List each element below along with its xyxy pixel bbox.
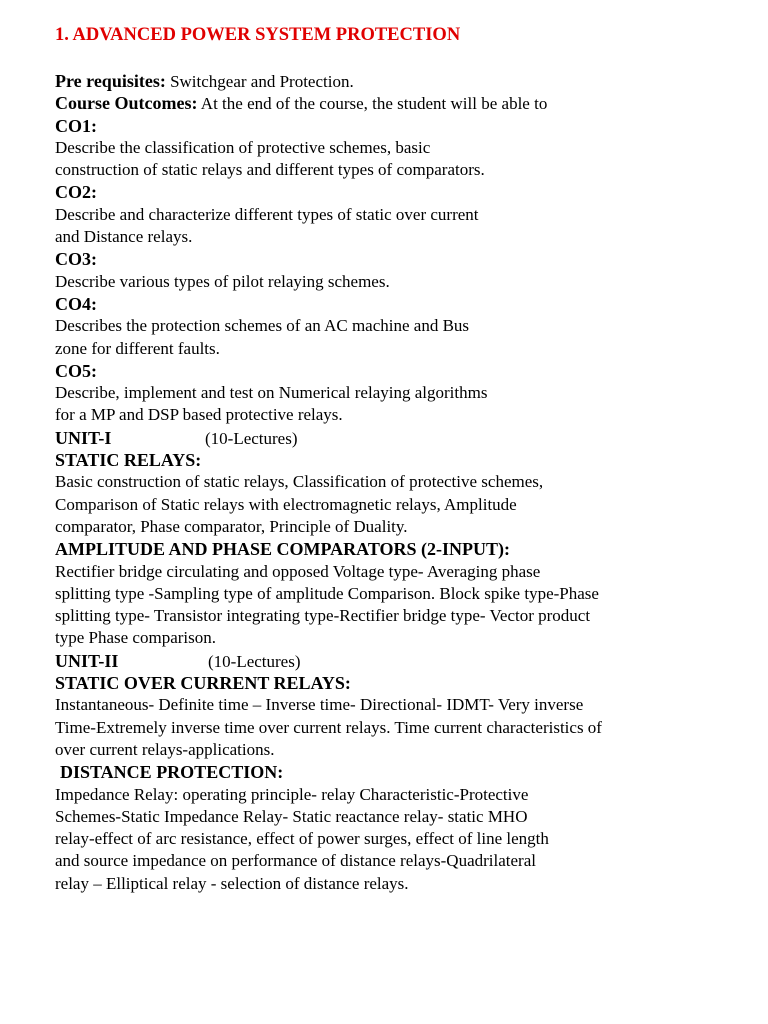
co4-line-2: zone for different faults. [55,338,220,358]
distance-line-2: Schemes-Static Impedance Relay- Static reactance relay- static MHO [55,806,528,826]
co3-line-1: Describe various types of pilot relaying schemes. [55,271,390,291]
comparators-heading: AMPLITUDE AND PHASE COMPARATORS (2-INPUT): [55,539,511,560]
prerequisites-text: Switchgear and Protection. [165,72,354,91]
unit2-name: UNIT-II [55,650,119,671]
static-relays-heading: STATIC RELAYS: [55,450,202,471]
co5-line-1: Describe, implement and test on Numerical relaying algorithms [55,383,488,403]
co2-line-1: Describe and characterize different types of static over current [55,204,479,224]
distance-line-5: relay – Elliptical relay - selection of distance relays. [55,873,409,893]
co1-line-1: Describe the classification of protective schemes, basic [55,137,431,157]
static-relays-line-3: comparator, Phase comparator, Principle of Duality. [55,516,408,536]
co1-code: CO1: [55,115,97,136]
co5-code: CO5: [55,360,97,381]
co5-line-2: for a MP and DSP based protective relays. [55,405,343,425]
comparators-line-1: Rectifier bridge circulating and opposed Voltage type- Averaging phase [55,561,541,581]
static-relays-line-2: Comparison of Static relays with electromagnetic relays, Amplitude [55,494,517,514]
unit1-header [55,427,755,449]
static-relays-line-1: Basic construction of static relays, Classification of protective schemes, [55,472,544,492]
unit1-name: UNIT-I [55,427,112,448]
distance-line-1: Impedance Relay: operating principle- relay Characteristic-Protective [55,784,529,804]
comparators-line-4: type Phase comparison. [55,628,216,648]
co3-code: CO3: [55,249,97,270]
prerequisites-label: Pre requisites: [55,71,166,91]
course-title: 1. ADVANCED POWER SYSTEM PROTECTION [55,25,461,45]
co2-code: CO2: [55,182,97,203]
unit2-lectures: (10-Lectures) [208,651,301,671]
distance-line-3: relay-effect of arc resistance, effect of power surges, effect of line length [55,829,549,849]
unit2-header [55,650,755,672]
prerequisites-line [55,70,755,92]
co4-code: CO4: [55,293,97,314]
course-outcomes-label: Course Outcomes: [55,93,198,114]
course-content [55,70,755,895]
over-current-line-1: Instantaneous- Definite time – Inverse time- Directional- IDMT- Very inverse [55,695,584,715]
over-current-line-3: over current relays-applications. [55,739,275,759]
course-outcomes-line [55,92,755,114]
co4-line-1: Describes the protection schemes of an AC machine and Bus [55,316,470,336]
co2-line-2: and Distance relays. [55,227,193,247]
over-current-heading: STATIC OVER CURRENT RELAYS: [55,673,351,694]
comparators-line-3: splitting type- Transistor integrating type-Rectifier bridge type- Vector product [55,606,591,626]
unit1-lectures: (10-Lectures) [205,428,298,448]
over-current-line-2: Time-Extremely inverse time over current relays. Time current characteristics of [55,717,602,737]
co1-line-2: construction of static relays and different types of comparators. [55,160,485,180]
distance-protection-heading: DISTANCE PROTECTION: [60,762,284,783]
distance-line-4: and source impedance on performance of distance relays-Quadrilateral [55,851,536,871]
course-outcomes-text: At the end of the course, the student will be able to [197,94,548,114]
comparators-line-2: splitting type -Sampling type of amplitude Comparison. Block spike type-Phase [55,583,599,603]
